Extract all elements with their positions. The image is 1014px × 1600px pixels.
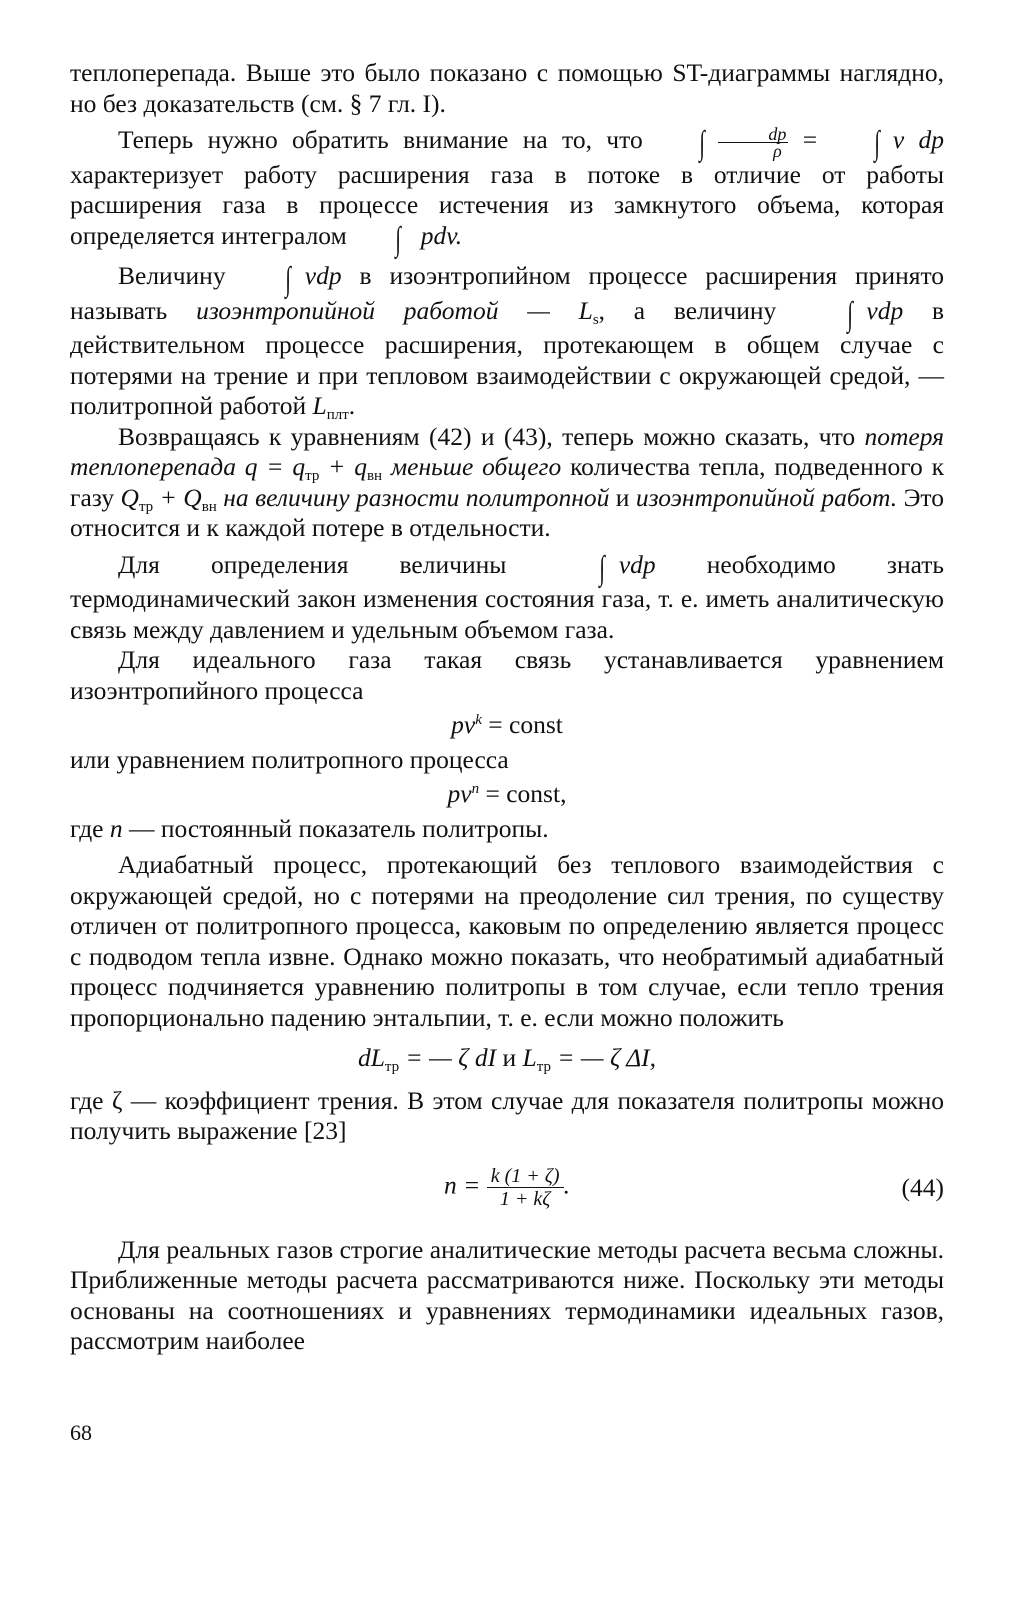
equation-term: dL (357, 1043, 385, 1072)
paragraph-10-text: где ζ — коэффициент трения. В этом случае для показателя политропы можно получить выражение [23] (70, 1085, 944, 1145)
subscript: тр (384, 1059, 400, 1075)
equation-isentropic (70, 710, 944, 741)
subscript: вн (366, 468, 383, 484)
italic-term: меньше общего (382, 452, 562, 481)
text: Теперь нужно обратить внимание на то, что (118, 125, 643, 154)
integral-sign: ∫ (599, 549, 606, 587)
text: в действительном процессе расширения, протекающем в общем случае с потерями на трение и при тепловом взаимодействии с окружающей средой, — политропной работой (70, 295, 944, 420)
paragraph-11 (70, 1235, 944, 1357)
equation-term: pv (447, 779, 472, 808)
symbol-Q: + Q (153, 482, 202, 512)
paragraph-2 (70, 123, 945, 258)
page-number: 68 (70, 1420, 92, 1445)
text: где (70, 813, 104, 843)
paragraph-1 (70, 58, 944, 119)
integrand: vdp (866, 295, 904, 325)
equation-lhs: n = (444, 1169, 481, 1199)
equation-term: = — ζ dI (399, 1043, 497, 1072)
italic-term: потеря теплоперепада q = q (70, 421, 944, 481)
equation-44-body (444, 1165, 570, 1210)
superscript: k (475, 712, 482, 728)
integrand: vdp (618, 549, 656, 579)
page-body (70, 58, 944, 1357)
subscript: тр (138, 498, 154, 515)
conjunction: и (496, 1043, 523, 1072)
text: характеризует работу расширения газа в потоке в отличие от работы расширения газа в процессе истечения из замкнутого объема, которая определяется интегралом (70, 159, 944, 250)
integral-sign: ∫ (699, 125, 705, 162)
integral-sign: ∫ (285, 261, 292, 298)
paragraph-11-text: Для реальных газов строгие аналитические методы расчета весьма сложны. Приближенные методы расчета рассматриваются ниже. Поскольку эти методы основаны на соотношениях и уравнениях термодинамики идеальных газов, рассмотрим наиболее (70, 1234, 944, 1355)
integral-sign: ∫ (395, 220, 401, 258)
text: Величину (118, 261, 226, 290)
paragraph-1-text: теплоперепада. Выше это было показано с помощью ST-диаграммы наглядно, но без доказательств (см. § 7 гл. I). (70, 58, 944, 118)
subscript: вн (201, 498, 217, 515)
symbol-L: — L (527, 295, 593, 325)
equation-term: L (522, 1043, 537, 1072)
text: Возвращаясь к уравнениям (42) и (43), теперь можно сказать, что (118, 421, 856, 451)
symbol-L: L (312, 391, 327, 420)
equation-number: (44) (901, 1172, 944, 1202)
equation-polytropic (70, 779, 944, 810)
fraction-denominator: ρ (773, 140, 782, 161)
equation-rhs: = const (481, 710, 563, 739)
paragraph-9-text: Адиабатный процесс, протекающий без теплового взаимодействия с окружающей средой, но с потерями на преодоление сил трения, по существу отличен от политропного процесса, каковым по определению является процесс с подводом тепла извне. Однако можно показать, что необратимый адиабатный процесс подчиняется уравнению политропы в том случае, если тепло трения пропорционально падению энтальпии, т. е. если можно положить (70, 850, 944, 1032)
text: Это относится и к каждой потере в отдельности. (70, 482, 944, 542)
text: Для определения величины (118, 549, 507, 579)
fraction-numerator: dp (718, 126, 788, 143)
paragraph-4 (70, 422, 944, 544)
period: . (563, 1169, 570, 1199)
equals-sign: = (802, 125, 818, 154)
paragraph-5 (70, 550, 944, 646)
paragraph-6 (70, 645, 944, 706)
integrand: pdv. (420, 220, 463, 250)
equation-term: = — ζ ΔI, (550, 1043, 657, 1072)
paragraph-8 (70, 814, 944, 845)
fraction-numerator: k (1 + ζ) (487, 1165, 564, 1188)
paragraph-10 (70, 1086, 944, 1147)
integral-sign: ∫ (873, 125, 880, 162)
italic-term: изоэнтропийной работой (196, 295, 499, 325)
text: в изоэнтропийном процессе расширения принято называть (70, 261, 945, 325)
text: количества тепла, подведенного к газу (70, 452, 944, 512)
paragraph-7 (70, 745, 944, 776)
equation-term: pv (451, 710, 476, 739)
equation-rhs: = const, (479, 779, 567, 808)
subscript: s (592, 311, 599, 328)
paragraph-9 (70, 850, 944, 1033)
italic-term: изоэнтропийной работ. (635, 482, 898, 512)
paragraph-6-text: Для идеального газа такая связь устанавливается уравнением изоэнтропийного процесса (70, 645, 944, 705)
italic-term: на величину разности политропной (223, 482, 610, 512)
integrand: vdp (304, 261, 342, 290)
paragraph-3 (70, 261, 944, 422)
symbol-n: n (109, 813, 123, 843)
integral-sign: ∫ (847, 295, 853, 333)
text: необходимо знать термодинамический закон изменения состояния газа, т. е. иметь аналитическую связь между давлением и удельным объемом газа. (70, 549, 945, 644)
equation-friction (70, 1043, 944, 1074)
fraction-dp-rho (718, 123, 788, 161)
equation-44 (70, 1165, 944, 1209)
text: , а величину (598, 295, 777, 325)
integrand: v dp (892, 125, 945, 154)
subscript: тр (305, 468, 320, 484)
subscript: тр (536, 1059, 551, 1075)
italic-term: + q (319, 452, 367, 481)
text: и (615, 482, 630, 512)
fraction (487, 1165, 564, 1210)
text: . (348, 391, 356, 420)
paragraph-7-text: или уравнением политропного процесса (70, 744, 509, 774)
text: — постоянный показатель политропы. (128, 813, 549, 843)
subscript: плт (326, 407, 349, 423)
fraction-denominator: 1 + kζ (499, 1187, 551, 1210)
symbol-Q: Q (120, 482, 139, 512)
superscript: n (471, 781, 480, 797)
